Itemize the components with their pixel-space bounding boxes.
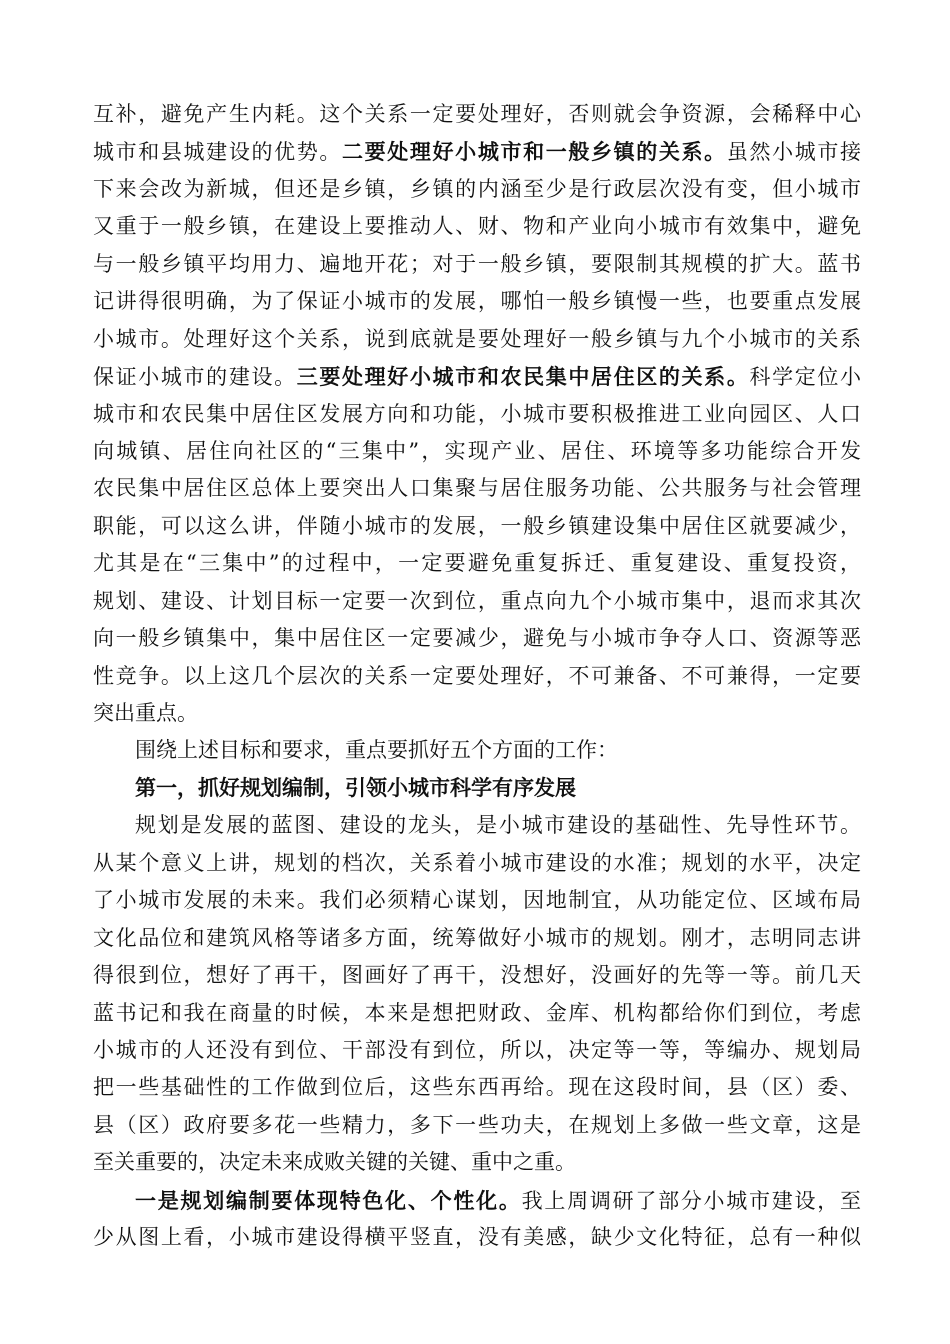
text-run: 农民集中居住区总体上要突出人口集聚与居住服务功能、公共服务与社会管理	[93, 476, 861, 501]
text-run: 虽然小城市接	[726, 140, 862, 165]
bold-text-run: 二要处理好小城市和一般乡镇的关系。	[342, 139, 727, 165]
text-line	[93, 807, 861, 844]
text-run: 向一般乡镇集中，集中居住区一定要减少，避免与小城市争夺人口、资源等恶	[93, 626, 861, 651]
text-line	[93, 171, 861, 208]
text-run: 突出重点。	[93, 701, 198, 725]
text-line	[93, 283, 861, 320]
text-line	[93, 208, 861, 245]
text-run: 小城市的人还没有到位、干部没有到位，所以，决定等一等，等编办、规划局	[93, 1037, 861, 1062]
text-line	[93, 882, 861, 919]
text-line	[93, 845, 861, 882]
text-run: 记讲得很明确，为了保证小城市的发展，哪怕一般乡镇慢一些，也要重点发展	[93, 289, 861, 314]
text-line	[93, 583, 861, 620]
text-run: 又重于一般乡镇，在建设上要推动人、财、物和产业向小城市有效集中，避免	[93, 214, 861, 239]
bold-text-run: 一是规划编制要体现特色化、个性化。	[135, 1187, 522, 1213]
text-run: 规划是发展的蓝图、建设的龙头，是小城市建设的基础性、先导性环节。	[135, 813, 861, 838]
text-line	[93, 246, 861, 283]
text-line	[93, 620, 861, 657]
text-line	[93, 1144, 861, 1181]
text-run: 向城镇、居住向社区的“三集中”，实现产业、居住、环境等多功能综合开发	[93, 438, 861, 463]
text-run: 把一些基础性的工作做到位后，这些东西再给。现在这段时间，县（区）委、	[93, 1075, 861, 1100]
text-line	[93, 470, 861, 507]
text-line	[93, 957, 861, 994]
text-line	[93, 321, 861, 358]
text-run: 互补，避免产生内耗。这个关系一定要处理好，否则就会争资源，会稀释中心	[93, 102, 861, 126]
text-line	[93, 1107, 861, 1144]
text-line	[93, 695, 861, 732]
bold-text-run: 第一，抓好规划编制，引领小城市科学有序发展	[135, 775, 576, 800]
text-run: 我上周调研了部分小城市建设，至	[521, 1188, 862, 1213]
text-line	[93, 658, 861, 695]
text-run: 城市和县城建设的优势。	[93, 140, 342, 165]
text-run: 从某个意义上讲，规划的档次，关系着小城市建设的水准；规划的水平，决定	[93, 850, 861, 875]
text-run: 文化品位和建筑风格等诸多方面，统筹做好小城市的规划。刚才，志明同志讲	[93, 925, 861, 950]
section-heading	[93, 770, 861, 807]
text-run: 蓝书记和我在商量的时候，本来是想把财政、金库、机构都给你们到位，考虑	[93, 1000, 861, 1025]
text-line	[93, 508, 861, 545]
text-run: 与一般乡镇平均用力、遍地开花；对于一般乡镇，要限制其规模的扩大。蓝书	[93, 251, 861, 276]
text-run: 性竞争。以上这几个层次的关系一定要处理好，不可兼备、不可兼得，一定要	[93, 663, 861, 688]
text-run: 小城市。处理好这个关系，说到底就是要处理好一般乡镇与九个小城市的关系	[93, 326, 861, 351]
text-line	[93, 920, 861, 957]
text-run: 县（区）政府要多花一些精力，多下一些功夫，在规划上多做一些文章，这是	[93, 1112, 861, 1137]
text-line	[93, 995, 861, 1032]
text-line	[93, 1032, 861, 1069]
text-line	[93, 358, 861, 395]
text-run: 规划、建设、计划目标一定要一次到位，重点向九个小城市集中，退而求其次	[93, 588, 861, 613]
text-line	[93, 1182, 861, 1219]
text-run: 保证小城市的建设。	[93, 365, 297, 390]
text-line	[93, 133, 861, 170]
text-line	[93, 396, 861, 433]
text-run: 得很到位，想好了再干，图画好了再干，没想好，没画好的先等一等。前几天	[93, 963, 861, 988]
text-run: 尤其是在“三集中”的过程中，一定要避免重复拆迁、重复建设、重复投资，	[93, 551, 861, 576]
text-line	[93, 433, 861, 470]
text-run: 少从图上看，小城市建设得横平竖直，没有美感，缺少文化特征，总有一种似	[93, 1225, 861, 1250]
text-line	[93, 1069, 861, 1106]
document-page	[93, 96, 861, 1257]
text-run: 职能，可以这么讲，伴随小城市的发展，一般乡镇建设集中居住区就要减少，	[93, 513, 861, 538]
text-line	[93, 1219, 861, 1256]
bold-text-run: 三要处理好小城市和农民集中居住区的关系。	[296, 364, 750, 390]
text-run: 至关重要的，决定未来成败关键的关键、重中之重。	[93, 1150, 576, 1175]
text-run: 下来会改为新城，但还是乡镇，乡镇的内涵至少是行政层次没有变，但小城市	[93, 176, 861, 201]
text-line	[93, 732, 861, 769]
text-line	[93, 96, 861, 133]
text-run: 城市和农民集中居住区发展方向和功能，小城市要积极推进工业向园区、人口	[93, 401, 861, 426]
text-run: 了小城市发展的未来。我们必须精心谋划，因地制宜，从功能定位、区域布局	[93, 888, 861, 913]
text-run: 科学定位小	[749, 365, 862, 390]
text-run: 围绕上述目标和要求，重点要抓好五个方面的工作：	[135, 738, 618, 763]
text-line	[93, 545, 861, 582]
